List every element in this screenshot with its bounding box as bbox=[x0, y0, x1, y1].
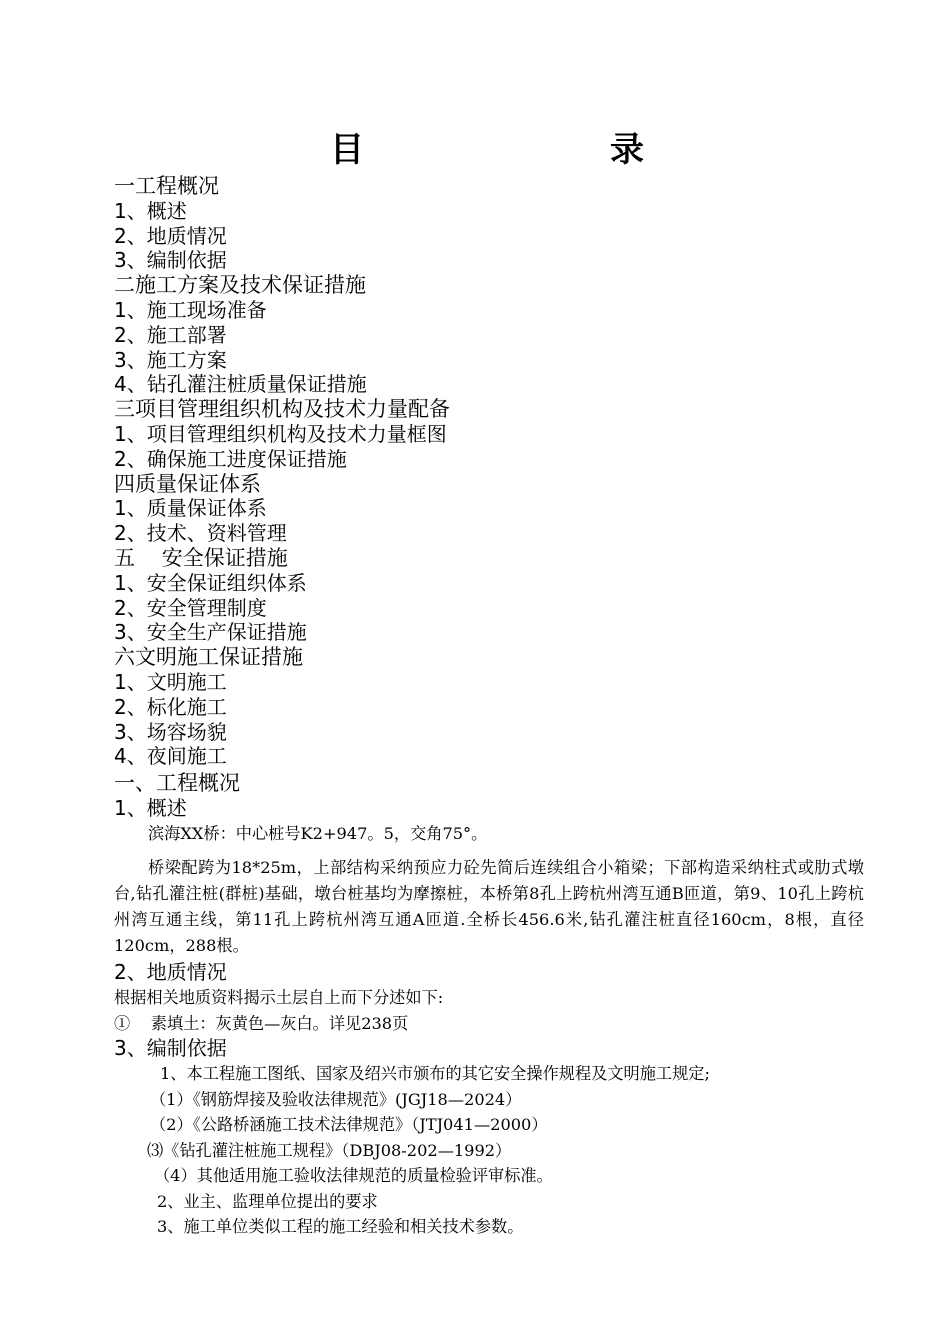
toc-title bbox=[0, 128, 950, 172]
toc-entry: 4、夜间施工 bbox=[114, 744, 227, 769]
toc-entry: 3、安全生产保证措施 bbox=[114, 620, 307, 645]
overview-paragraph-2: 桥梁配跨为18*25m，上部结构采纳预应力砼先简后连续组合小箱梁；下部构造采纳柱式或肋式墩台,钻孔灌注桩(群桩)基础，墩台桩基均为摩擦桩，本桥第8孔上跨杭州湾互通B匝道，第9、10孔上跨杭州湾互通主线，第11孔上跨杭州湾互通A匝道.全桥长456.6米,钻孔灌注桩直径160cm，8根，直径120cm，288根。 bbox=[114, 858, 864, 955]
subsection-heading-geology: 2、地质情况 bbox=[114, 960, 227, 984]
toc-entry: 4、钻孔灌注桩质量保证措施 bbox=[114, 372, 367, 397]
table-of-contents bbox=[114, 174, 874, 769]
toc-entry-chapter-1: 一工程概况 bbox=[114, 174, 219, 198]
toc-entry: 1、文明施工 bbox=[114, 669, 227, 694]
toc-entry: 1、质量保证体系 bbox=[114, 496, 267, 521]
toc-entry: 2、确保施工进度保证措施 bbox=[114, 446, 347, 471]
toc-entry: 1、项目管理组织机构及技术力量框图 bbox=[114, 421, 447, 446]
toc-entry: 2、标化施工 bbox=[114, 694, 227, 719]
document-body bbox=[114, 771, 864, 1240]
basis-item: （2）《公路桥涵施工技术法律规范》（JTJ041—2000） bbox=[150, 1115, 548, 1134]
toc-entry: 1、施工现场准备 bbox=[114, 297, 267, 322]
toc-entry-chapter-5: 五 安全保证措施 bbox=[114, 545, 288, 570]
basis-item: 2、业主、监理单位提出的要求 bbox=[157, 1191, 378, 1211]
section-heading: 一、工程概况 bbox=[114, 771, 240, 795]
toc-entry: 2、施工部署 bbox=[114, 322, 227, 347]
basis-item: ⑶《钻孔灌注桩施工规程》（DBJ08-202—1992） bbox=[147, 1140, 512, 1160]
toc-entry-chapter-6: 六文明施工保证措施 bbox=[114, 645, 303, 670]
toc-entry: 3、编制依据 bbox=[114, 248, 227, 273]
basis-item: 1、本工程施工图纸、国家及绍兴市颁布的其它安全操作规程及文明施工规定; bbox=[160, 1064, 710, 1083]
toc-title-left: 目 bbox=[330, 130, 364, 170]
toc-entry-chapter-4: 四质量保证体系 bbox=[114, 471, 261, 496]
toc-entry-chapter-2: 二施工方案及技术保证措施 bbox=[114, 273, 366, 298]
subsection-heading-basis: 3、编制依据 bbox=[114, 1036, 227, 1060]
toc-entry: 1、概述 bbox=[114, 198, 187, 223]
geology-paragraph-1: 根据相关地质资料揭示土层自上而下分述如下: bbox=[114, 988, 444, 1007]
basis-item: （1）《钢筋焊接及验收法律规范》(JGJ18—2024） bbox=[150, 1089, 522, 1109]
toc-entry: 2、技术、资料管理 bbox=[114, 521, 287, 546]
toc-entry: 2、安全管理制度 bbox=[114, 595, 267, 620]
toc-entry-chapter-3: 三项目管理组织机构及技术力量配备 bbox=[114, 397, 450, 422]
toc-entry: 1、安全保证组织体系 bbox=[114, 570, 307, 595]
basis-item: （4）其他适用施工验收法律规范的质量检验评审标准。 bbox=[154, 1166, 553, 1185]
basis-item: 3、施工单位类似工程的施工经验和相关技术参数。 bbox=[157, 1217, 524, 1236]
toc-title-right: 录 bbox=[610, 130, 644, 170]
toc-entry: 3、施工方案 bbox=[114, 347, 227, 372]
toc-entry: 3、场容场貌 bbox=[114, 719, 227, 744]
geology-paragraph-2: ① 素填土：灰黄色—灰白。详见238页 bbox=[114, 1013, 409, 1033]
overview-paragraph-1: 滨海XX桥：中心桩号K2+947。5，交角75°。 bbox=[148, 824, 488, 843]
subsection-heading-overview: 1、概述 bbox=[114, 796, 187, 820]
toc-entry: 2、地质情况 bbox=[114, 223, 227, 248]
